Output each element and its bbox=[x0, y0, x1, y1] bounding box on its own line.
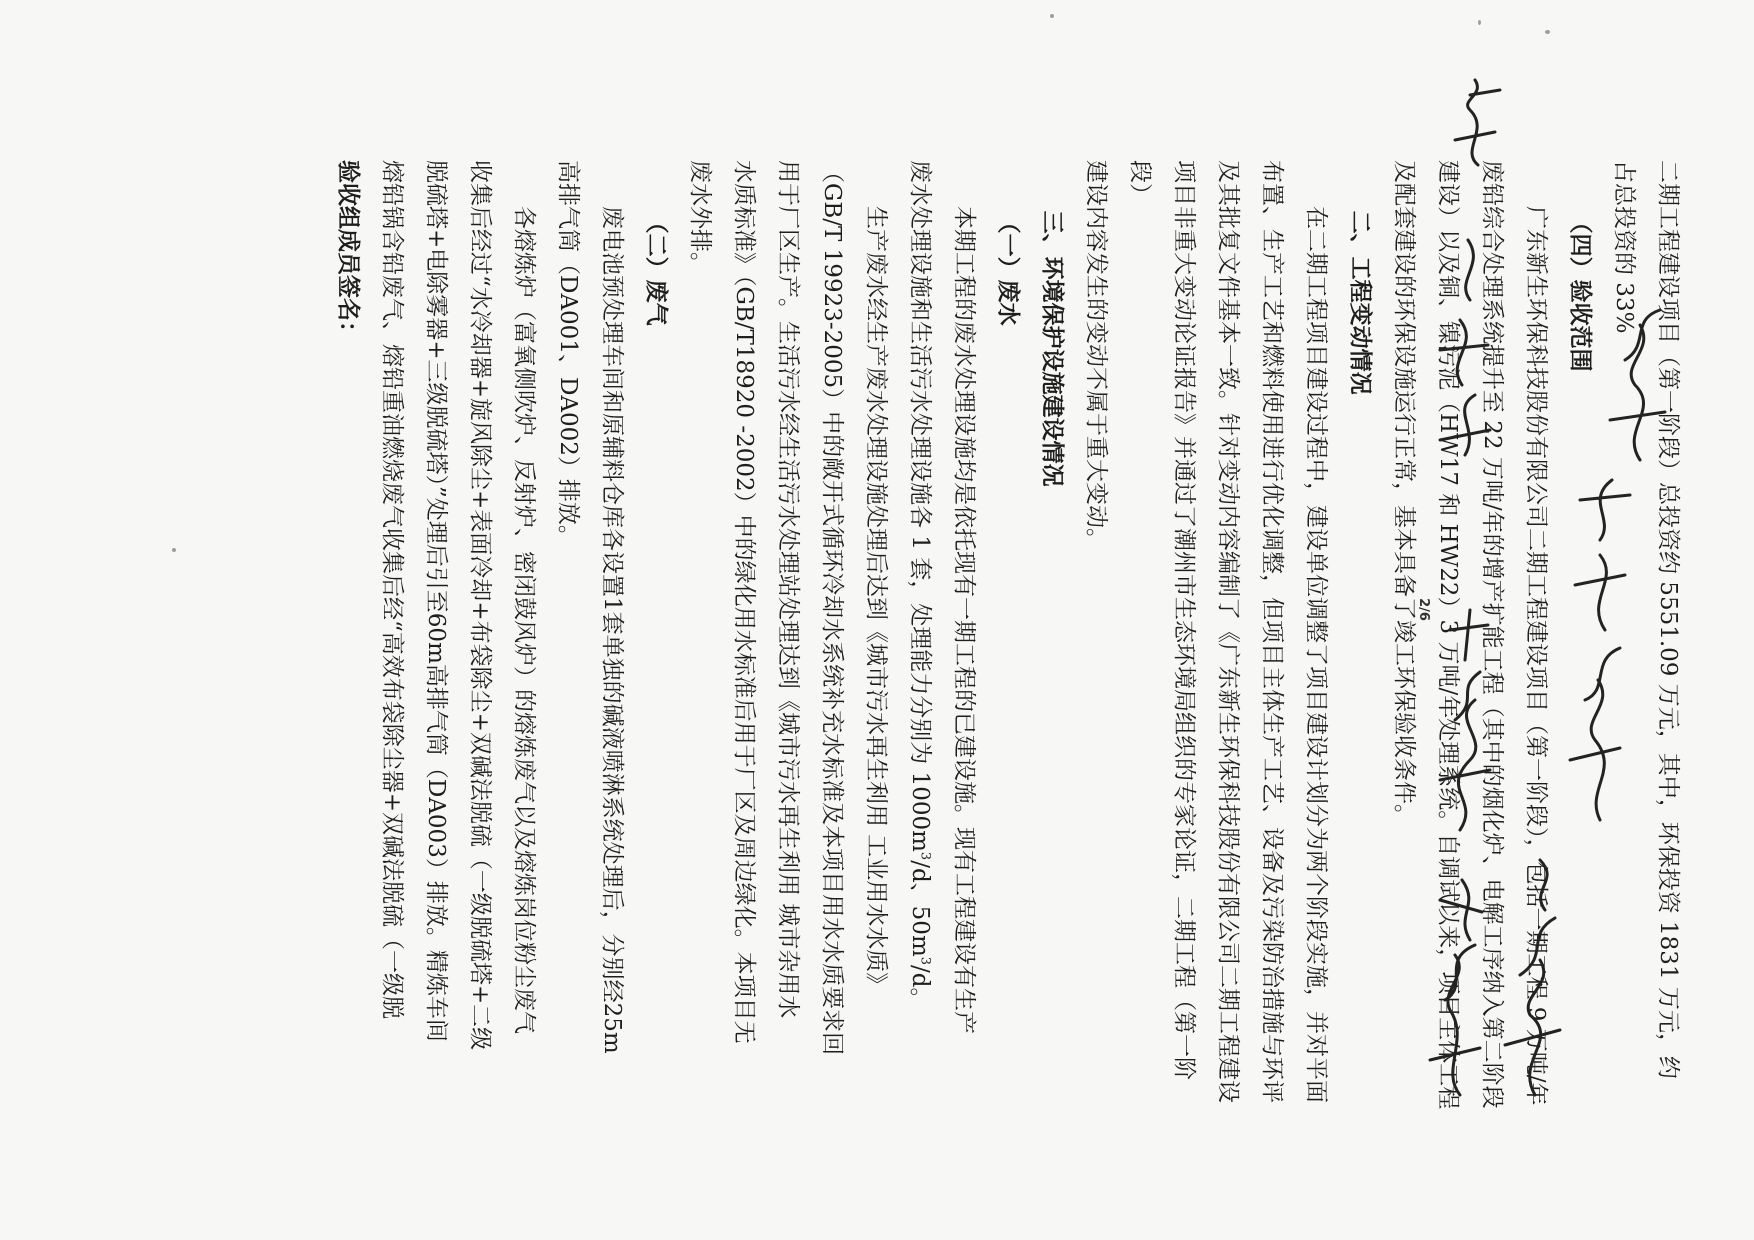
scan-speck bbox=[1050, 14, 1054, 18]
text-line: 二期工程建设项目（第一阶段）总投资约 5551.09 万元，其中，环保投资 1831 万元，约 bbox=[1655, 160, 1681, 1079]
text-line: 废铅综合处理系统提升至 22 万吨/年的增产扩能工程（其中的烟化炉、电解工序纳入第二阶段 bbox=[1479, 160, 1505, 1109]
text-line: 广东新生环保科技股份有限公司二期工程建设项目（第一阶段），包括一期工程 9 万吨/年 bbox=[1523, 206, 1549, 1106]
superscript: 3 bbox=[917, 956, 933, 966]
text-line: 熔铅锅含铅废气、熔铅重油燃烧废气收集后经“高效布袋除尘器+双碱法脱硫（一级脱 bbox=[379, 160, 405, 1020]
text-part: /d。 bbox=[907, 965, 933, 1011]
text-line: 收集后经过“水冷却器+旋风除尘+表面冷却+布袋除尘+双碱法脱硫（一级脱硫塔+二级 bbox=[467, 160, 493, 1051]
document-page bbox=[30, 130, 1690, 1140]
section-heading: 二、工程变动情况 bbox=[1347, 210, 1373, 395]
text-line: 各熔炼炉（富氧侧吹炉、反射炉、密闭鼓风炉）的熔炼废气以及熔炼岗位粉尘废气 bbox=[511, 206, 537, 1034]
text-line: 废电池预处理车间和原辅料仓库各设置1套单独的碱液喷淋系统处理后，分别经25m bbox=[599, 206, 625, 1054]
text-line: 建设内容发生的变动不属于重大变动。 bbox=[1083, 160, 1109, 551]
text-line: 水质标准》（GB/T18920 -2002）中的绿化用水标准后用于厂区及周边绿化。本项目无 bbox=[731, 160, 757, 1044]
text-line: 生产废水经生产废水处理设施处理后达到《城市污水再生利用 工业用水水质》 bbox=[863, 206, 889, 996]
text-line: 在二期工程项目建设过程中，建设单位调整了项目建设计划分为两个阶段实施，并对平面 bbox=[1303, 206, 1329, 1103]
scan-speck bbox=[1545, 30, 1550, 34]
text-part: 废水处理设施和生活污水处理设施各 1 套，处理能力分别为 1000m bbox=[907, 160, 933, 852]
text-part: /d、50m bbox=[907, 860, 933, 957]
text-line: 建设）以及铜、镍污泥（HW17 和 HW22）3 万吨/年处理系统。自调试以来，项目主体工程 bbox=[1435, 160, 1461, 1110]
text-line: 及其批复文件基本一致。针对变动内容编制了《广东新生环保科技股份有限公司二期工程建设 bbox=[1215, 160, 1241, 1103]
scan-speck bbox=[1478, 20, 1481, 25]
section-heading: （四）验收范围 bbox=[1567, 210, 1593, 372]
text-line: 脱硫塔+电除雾器+三级脱硫塔）”处理后引至60m高排气筒（DA003）排放。精炼车间 bbox=[423, 160, 449, 1042]
text-line: 用于厂区生产。生活污水经生活污水处理站处理达到《城市污水再生利用 城市杂用水 bbox=[775, 160, 801, 1019]
text-line: 及配套建设的环保设施运行正常，基本具备了竣工环保验收条件。 bbox=[1391, 160, 1417, 827]
text-line bbox=[898, 160, 942, 1110]
signature-label: 验收组成员签名： bbox=[335, 160, 361, 344]
section-heading: （二）废气 bbox=[643, 210, 669, 326]
page-number: 2/6 bbox=[1415, 598, 1431, 621]
text-line: （GB/T 19923-2005）中的敞开式循环冷却水系统补充水标准及本项目用水水质要求回 bbox=[819, 160, 845, 1056]
text-line: 本期工程的废水处理设施均是依托现有一期工程的已建设施。现有工程建设有生产 bbox=[951, 206, 977, 1034]
text-line: 占总投资的 33% bbox=[1611, 160, 1637, 334]
section-heading: 三、环境保护设施建设情况 bbox=[1039, 210, 1065, 487]
section-heading: （一）废水 bbox=[995, 210, 1021, 326]
text-line: 高排气筒（DA001、DA002）排放。 bbox=[555, 160, 581, 548]
text-line: 项目非重大变动论证报告》并通过了潮州市生态环境局组织的专家论证，二期工程（第一阶段） bbox=[1127, 160, 1197, 1080]
superscript: 3 bbox=[917, 851, 933, 861]
text-line: 废水外排。 bbox=[687, 160, 713, 275]
text-line: 布置、生产工艺和燃料使用进行优化调整，但项目主体生产工艺、设备及污染防治措施与环评 bbox=[1259, 160, 1285, 1103]
